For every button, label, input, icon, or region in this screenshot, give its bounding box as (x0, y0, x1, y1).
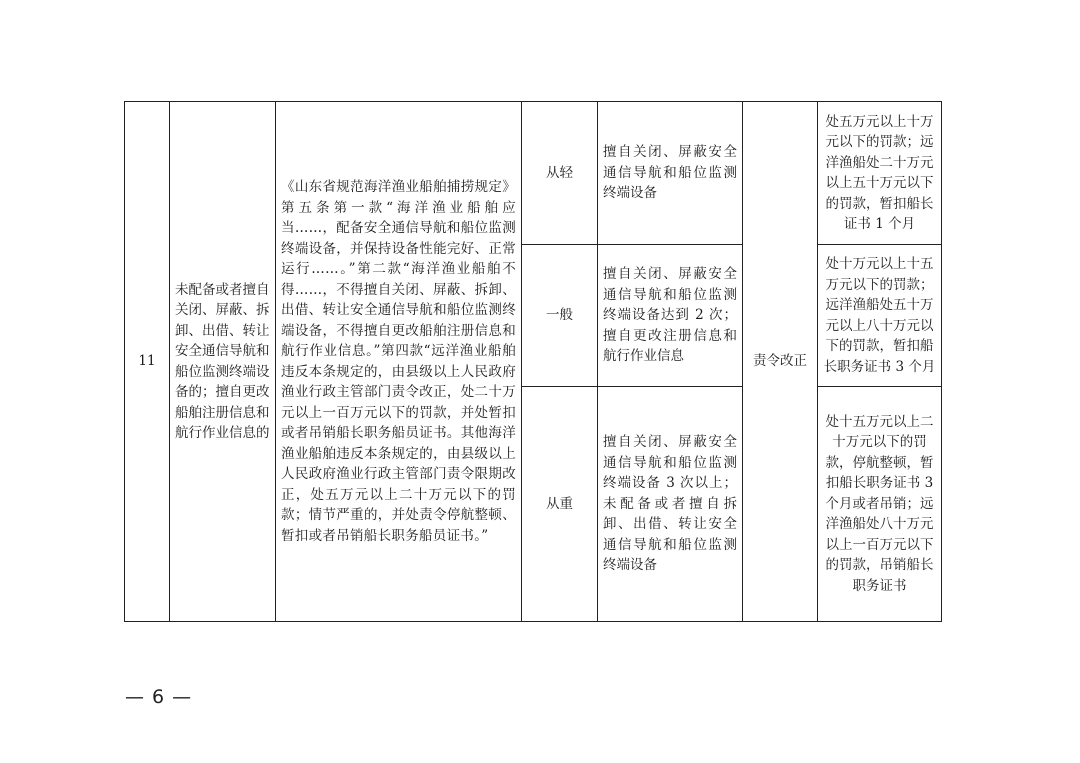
penalty-standard-table (124, 101, 942, 622)
corrective-measure: 责令改正 (743, 102, 818, 622)
table-row (125, 102, 942, 245)
condition-light: 擅自关闭、屏蔽安全通信导航和船位监测终端设备 (598, 102, 743, 245)
level-normal: 一般 (522, 245, 598, 387)
level-light: 从轻 (522, 102, 598, 245)
condition-heavy: 擅自关闭、屏蔽安全通信导航和船位监测终端设备 3 次以上；未配备或者擅自拆卸、出借、转让安全通信导航和船位监测终端设备 (598, 387, 743, 622)
level-heavy: 从重 (522, 387, 598, 622)
penalty-light: 处五万元以上十万元以下的罚款；远洋渔船处二十万元以上五十万元以下的罚款，暂扣船长证书 1 个月 (818, 102, 942, 245)
penalty-heavy: 处十五万元以上二十万元以下的罚款，停航整顿，暂扣船长职务证书 3 个月或者吊销；远洋渔船处八十万元以上一百万元以下的罚款，吊销船长职务证书 (818, 387, 942, 622)
penalty-normal: 处十万元以上十五万元以下的罚款；远洋渔船处五十万元以上八十万元以下的罚款，暂扣船长职务证书 3 个月 (818, 245, 942, 387)
violation-description: 未配备或者擅自关闭、屏蔽、拆卸、出借、转让安全通信导航和船位监测终端设备的；擅自更改船舶注册信息和航行作业信息的 (170, 102, 276, 622)
condition-normal: 擅自关闭、屏蔽安全通信导航和船位监测终端设备达到 2 次；擅自更改注册信息和航行作业信息 (598, 245, 743, 387)
legal-basis: 《山东省规范海洋渔业船舶捕捞规定》第五条第一款“海洋渔业船舶应当……，配备安全通信导航和船位监测终端设备，并保持设备性能完好、正常运行……。”第二款“海洋渔业船舶不得……，不得擅自关闭、屏蔽、拆卸、出借、转让安全通信导航和船位监测终端设备，不得擅自更改船舶注册信息和航行作业信息。”第四款“远洋渔业船舶违反本条规定的，由县级以上人民政府渔业行政主管部门责令改正，处二十万元以上一百万元以下的罚款，并处暂扣或者吊销船长职务船员证书。其他海洋渔业船舶违反本条规定的，由县级以上人民政府渔业行政主管部门责令限期改正，处五万元以上二十万元以下的罚款；情节严重的，并处责令停航整顿、暂扣或者吊销船长职务船员证书。” (276, 102, 522, 622)
page-number: — 6 — (125, 686, 193, 708)
row-number: 11 (125, 102, 170, 622)
